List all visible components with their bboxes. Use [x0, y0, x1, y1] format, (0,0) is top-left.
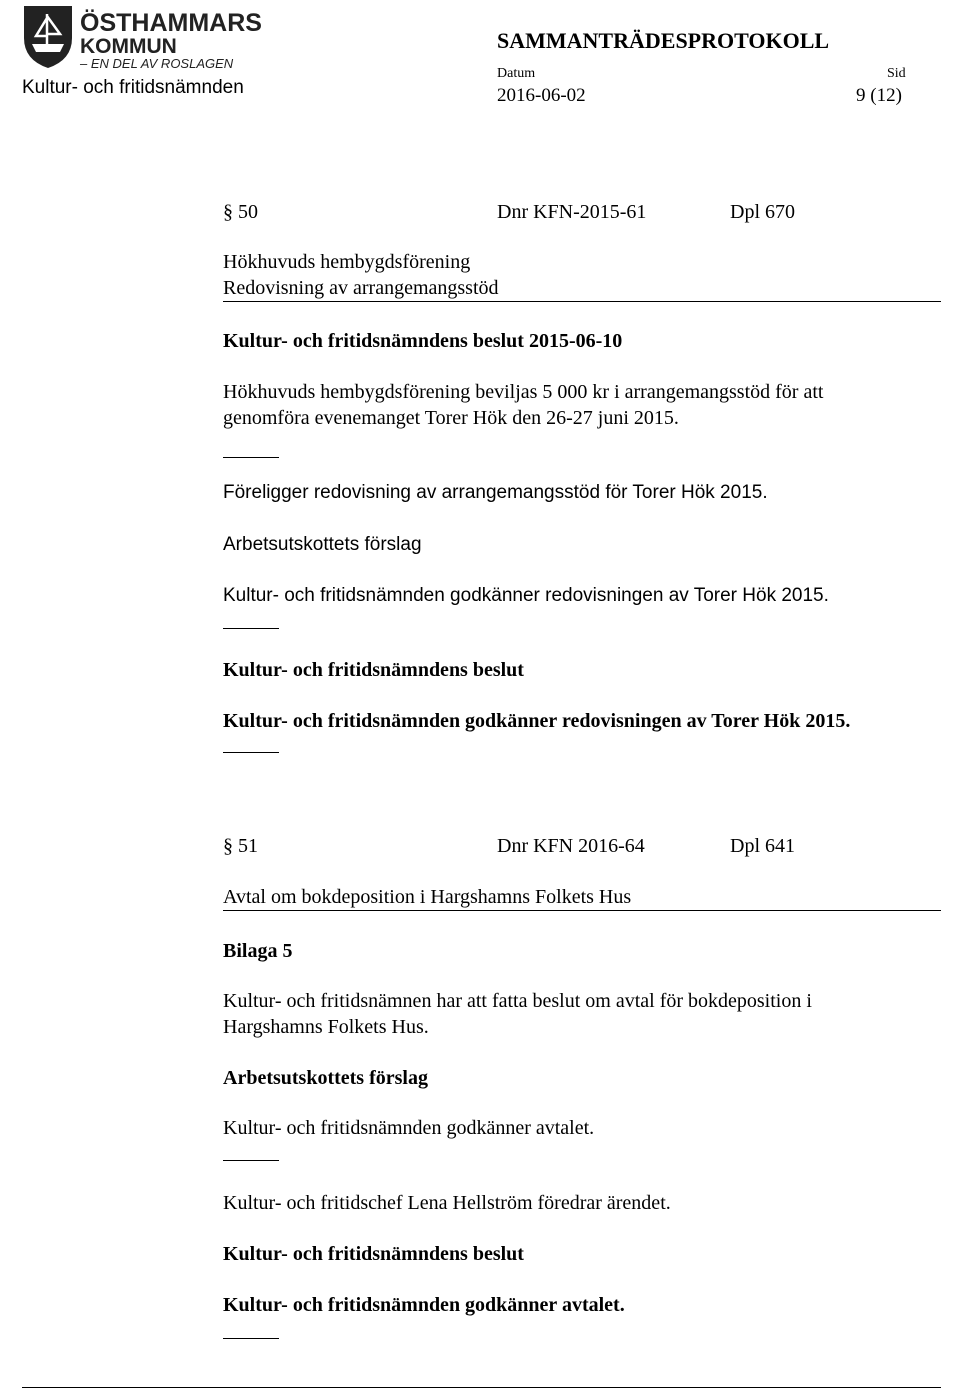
footer-rule: [22, 1387, 941, 1388]
intro-text: Hargshamns Folkets Hus.: [223, 1016, 429, 1038]
title-rule: [223, 910, 941, 911]
decision-text: Kultur- och fritidsnämnden godkänner avtalet.: [223, 1294, 625, 1316]
proposal-text: Kultur- och fritidsnämnden godkänner redovisningen av Torer Hök 2015.: [223, 585, 829, 606]
case-number: Dnr KFN-2015-61: [497, 201, 647, 223]
decision-heading: Kultur- och fritidsnämndens beslut: [223, 659, 524, 681]
logo-text-line1: ÖSTHAMMARS: [80, 9, 262, 37]
page-label: Sid: [887, 66, 906, 81]
previous-decision-heading: Kultur- och fritidsnämndens beslut 2015-06-10: [223, 330, 623, 352]
separator-line: [223, 1338, 279, 1339]
decision-heading: Kultur- och fritidsnämndens beslut: [223, 1243, 524, 1265]
proposal-heading: Arbetsutskottets förslag: [223, 534, 422, 555]
logo-tagline: – EN DEL AV ROSLAGEN: [80, 56, 234, 71]
decision-text: Kultur- och fritidsnämnden godkänner redovisningen av Torer Hök 2015.: [223, 710, 851, 732]
previous-decision-text: Hökhuvuds hembygdsförening beviljas 5 000 kr i arrangemangsstöd för att: [223, 381, 824, 403]
item-title: Avtal om bokdeposition i Hargshamns Folkets Hus: [223, 886, 632, 908]
page-value: 9 (12): [856, 85, 902, 106]
item-title: Hökhuvuds hembygdsförening: [223, 251, 471, 273]
proposal-text: Kultur- och fritidsnämnden godkänner avtalet.: [223, 1117, 595, 1139]
title-rule: [223, 301, 941, 302]
paragraph-number: § 50: [223, 201, 258, 223]
item-subtitle: Redovisning av arrangemangsstöd: [223, 277, 499, 299]
previous-decision-text: genomföra evenemanget Torer Hök den 26-27 juni 2015.: [223, 407, 679, 429]
separator-line: [223, 457, 279, 458]
separator-line: [223, 628, 279, 629]
organization-name: Kultur- och fritidsnämnden: [22, 77, 244, 98]
coat-of-arms-icon: [22, 4, 262, 71]
separator-line: [223, 1160, 279, 1161]
date-label: Datum: [497, 66, 536, 81]
case-number: Dnr KFN 2016-64: [497, 835, 645, 857]
municipality-logo: [22, 4, 262, 71]
proposal-heading: Arbetsutskottets förslag: [223, 1067, 428, 1089]
archive-number: Dpl 641: [730, 835, 795, 857]
presenter-text: Kultur- och fritidschef Lena Hellström föredrar ärendet.: [223, 1192, 671, 1214]
attachment-label: Bilaga 5: [223, 940, 293, 962]
date-value: 2016-06-02: [497, 85, 586, 106]
statement-text: Föreligger redovisning av arrangemangsstöd för Torer Hök 2015.: [223, 482, 768, 503]
intro-text: Kultur- och fritidsnämnen har att fatta beslut om avtal för bokdeposition i: [223, 990, 812, 1012]
archive-number: Dpl 670: [730, 201, 795, 223]
separator-line: [223, 752, 279, 753]
logo-text-line2: KOMMUN: [80, 35, 177, 58]
document-type: SAMMANTRÄDESPROTOKOLL: [497, 28, 830, 53]
paragraph-number: § 51: [223, 835, 258, 857]
